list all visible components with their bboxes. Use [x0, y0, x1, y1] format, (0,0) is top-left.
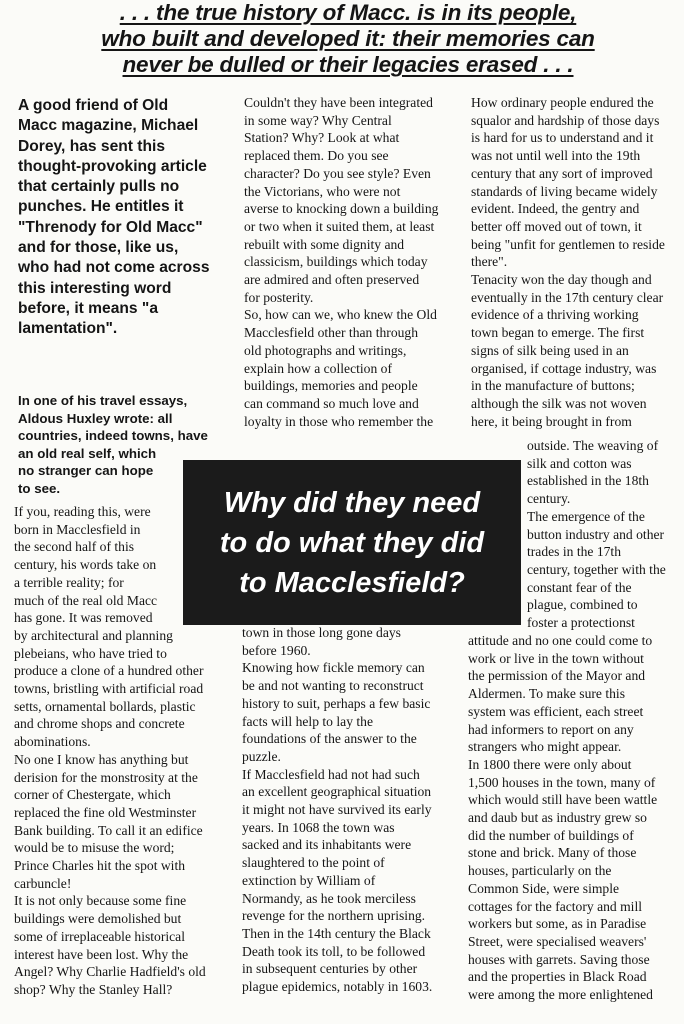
body-line: being "unfit for gentlemen to reside [471, 236, 665, 252]
intro-line: "Threnody for Old Macc" [18, 218, 203, 236]
body-line: although the silk was not woven [471, 395, 647, 411]
body-line: replaced them. Do you see [244, 148, 389, 164]
lead-line: an old real self, which [18, 445, 157, 461]
body-line: slaughtered to the point of [242, 855, 385, 871]
body-line: Angel? Why Charlie Hadfield's old [14, 964, 206, 980]
body-line: organised, if cottage industry, was [471, 360, 657, 376]
body-line: Knowing how fickle memory can [242, 660, 425, 676]
body-line: So, how can we, who knew the Old [244, 307, 437, 323]
body-line: foundations of the answer to the [242, 731, 417, 747]
lead-line: no stranger can hope [18, 463, 154, 479]
body-line: Aldermen. To make sure this [468, 686, 625, 702]
body-line: has gone. It was removed [14, 610, 153, 626]
body-line: Then in the 14th century the Black [242, 925, 431, 941]
body-line: here, it being brought in from [471, 413, 632, 429]
banner-line: Why did they need [223, 486, 481, 519]
body-line: Bank building. To call it an edifice [14, 822, 203, 838]
body-line: carbuncle! [14, 875, 72, 891]
body-line: century, his words take on [14, 557, 157, 573]
body-line: silk and cotton was [527, 455, 632, 471]
body-line: is hard for us to understand and it [471, 130, 654, 146]
body-line: constant fear of the [527, 579, 632, 595]
headline-line: . . . the true history of Macc. is in its people, [119, 0, 577, 25]
body-line: years. In 1068 the town was [242, 819, 395, 835]
body-line: extinction by William of [242, 872, 376, 888]
body-line: some of irreplaceable historical [14, 928, 185, 944]
body-line: towns, bristling with artificial road [14, 681, 204, 697]
body-line: Couldn't they have been integrated [244, 95, 433, 110]
body-line: did the number of buildings of [468, 827, 634, 843]
intro-line: that certainly pulls no [18, 178, 180, 196]
column3-top [471, 94, 679, 430]
body-line: can command so much love and [244, 395, 419, 411]
intro-line: before, it means "a [18, 299, 158, 317]
body-line: century, together with the [527, 561, 666, 577]
intro-line: thought-provoking article [18, 157, 207, 175]
intro-line: and for those, like us, [18, 239, 179, 257]
column3-bottom [468, 632, 680, 1004]
body-line: old photographs and writings, [244, 342, 407, 358]
body-line: button industry and other [527, 526, 665, 542]
lead-line: In one of his travel essays, [18, 393, 188, 408]
headline-line: never be dulled or their legacies erased . . . [122, 52, 574, 77]
body-line: before 1960. [242, 642, 311, 658]
body-line: character? Do you see style? Even [244, 165, 431, 181]
body-line: evidence of a thriving working [471, 307, 639, 323]
body-line: No one I know has anything but [14, 751, 189, 767]
body-line: attitude and no one could come to [468, 633, 653, 648]
body-line: The emergence of the [527, 508, 645, 524]
body-line: plague epidemics, notably in 1603. [242, 979, 433, 995]
body-line: town in those long gone days [242, 625, 401, 640]
body-line: buildings were demolished but [14, 911, 182, 927]
body-line: the permission of the Mayor and [468, 668, 646, 684]
body-line: and the properties in Black Road [468, 969, 647, 985]
column2-top [244, 94, 466, 430]
body-line: houses with garrets. Saving those [468, 951, 650, 967]
body-line: Street, were specialised weavers' [468, 933, 647, 949]
body-line: eventually in the 17th century clear [471, 289, 664, 305]
body-line: revenge for the northern uprising. [242, 908, 426, 924]
intro-line: Macc magazine, Michael [18, 117, 199, 135]
body-line: better off moved out of town, it [471, 218, 642, 234]
body-line: by architectural and planning [14, 627, 173, 643]
body-line: produce a clone of a hundred other [14, 663, 204, 679]
body-line: If Macclesfield had not had such [242, 766, 420, 782]
body-line: which would still have been wattle [468, 792, 658, 808]
body-line: standards of living became widely [471, 183, 658, 199]
body-line: stone and brick. Many of those [468, 845, 637, 861]
body-line: much of the real old Macc [14, 592, 158, 608]
body-line: would be to misuse the word; [14, 840, 175, 856]
body-line: evident. Indeed, the gentry and [471, 201, 640, 217]
body-line: facts will help to lay the [242, 713, 373, 729]
body-line: and daub but as industry grew so [468, 810, 647, 826]
body-line: setts, ornamental bollards, plastic [14, 698, 196, 714]
body-line: derision for the monstrosity at the [14, 769, 198, 785]
body-line: 1,500 houses in the town, many of [468, 774, 656, 790]
body-line: plague, combined to [527, 597, 638, 613]
body-line: work or live in the town without [468, 650, 644, 666]
body-line: Death took its toll, to be followed [242, 943, 426, 959]
body-line: the Victorians, who were not [244, 183, 401, 199]
body-line: for posterity. [244, 289, 314, 305]
pull-quote-banner [183, 460, 521, 625]
intro-line: lamentation". [18, 320, 118, 338]
body-line: system was efficient, each street [468, 703, 644, 719]
lead-line: to see. [18, 480, 61, 496]
body-line: Macclesfield other than through [244, 325, 419, 341]
body-line: established in the 18th [527, 473, 649, 489]
body-line: a terrible reality; for [14, 574, 124, 590]
column3-middle [527, 437, 681, 632]
body-line: or two when it suited them, at least [244, 218, 435, 234]
body-line: century that any sort of improved [471, 165, 653, 181]
body-line: outside. The weaving of [527, 438, 659, 453]
body-line: be and not wanting to reconstruct [242, 678, 424, 694]
body-line: puzzle. [242, 748, 281, 764]
body-line: Tenacity won the day though and [471, 272, 652, 288]
body-line: in subsequent centuries by other [242, 961, 418, 977]
body-line: are admired and often preserved [244, 272, 420, 288]
body-line: buildings, memories and people [244, 378, 418, 394]
intro-standfirst [18, 96, 238, 340]
body-line: foster a protectionst [527, 615, 635, 631]
body-line: In 1800 there were only about [468, 756, 632, 772]
body-line: Normandy, as he took merciless [242, 890, 416, 906]
body-line: shop? Why the Stanley Hall? [14, 981, 173, 997]
body-line: town began to emerge. The first [471, 325, 645, 341]
body-line: loyalty in those who remember the [244, 413, 434, 429]
body-line: there". [471, 254, 508, 270]
body-line: replaced the fine old Westminster [14, 804, 197, 820]
intro-line: this interesting word [18, 279, 172, 297]
article-headline [28, 0, 668, 78]
headline-line: who built and developed it: their memories can [101, 26, 595, 51]
body-line: explain how a collection of [244, 360, 392, 376]
body-line: were among the more enlightened [468, 987, 653, 1003]
body-line: If you, reading this, were [14, 504, 151, 519]
body-line: Prince Charles hit the spot with [14, 858, 186, 874]
body-line: trades in the 17th [527, 544, 622, 560]
body-line: workers but some, as in Paradise [468, 916, 647, 932]
body-line: had informers to report on any [468, 721, 634, 737]
body-line: corner of Chestergate, which [14, 787, 171, 803]
body-line: It is not only because some fine [14, 893, 187, 909]
intro-line: A good friend of Old [18, 97, 169, 114]
body-line: in the manufacture of buttons; [471, 378, 635, 394]
body-line: plebeians, who have tried to [14, 645, 167, 661]
banner-line: to Macclesfield? [239, 566, 465, 599]
body-line: signs of silk being used in an [471, 342, 629, 358]
body-line: history to suit, perhaps a few basic [242, 695, 431, 711]
column2-bottom [242, 624, 466, 996]
body-line: Station? Why? Look at what [244, 130, 400, 146]
body-line: century. [527, 491, 571, 507]
body-line: an excellent geographical situation [242, 784, 432, 800]
body-line: in some way? Why Central [244, 112, 392, 128]
body-line: interest have been lost. Why the [14, 946, 189, 962]
body-line: born in Macclesfield in [14, 521, 141, 537]
intro-line: Dorey, has sent this [18, 137, 166, 155]
body-line: squalor and hardship of those days [471, 112, 660, 128]
body-line: classicism, buildings which today [244, 254, 428, 270]
lead-line: Aldous Huxley wrote: all [18, 410, 173, 426]
body-line: was not until well into the 19th [471, 148, 641, 164]
body-line: houses, particularly on the [468, 863, 612, 879]
body-line: Common Side, were simple [468, 880, 620, 896]
body-line: cottages for the factory and mill [468, 898, 643, 914]
body-line: rebuilt with some dignity and [244, 236, 405, 252]
body-line: abominations. [14, 734, 91, 750]
body-line: it might not have survived its early [242, 802, 432, 818]
body-line: How ordinary people endured the [471, 95, 654, 110]
body-line: the second half of this [14, 539, 135, 555]
banner-line: to do what they did [219, 526, 485, 559]
body-line: and chrome shops and concrete [14, 716, 185, 732]
body-line: sacked and its inhabitants were [242, 837, 412, 853]
intro-line: punches. He entitles it [18, 198, 184, 216]
intro-line: who had not come across [18, 259, 210, 277]
lead-line: countries, indeed towns, have [18, 428, 208, 444]
body-line: averse to knocking down a building [244, 201, 439, 217]
body-line: strangers who might appear. [468, 739, 622, 755]
